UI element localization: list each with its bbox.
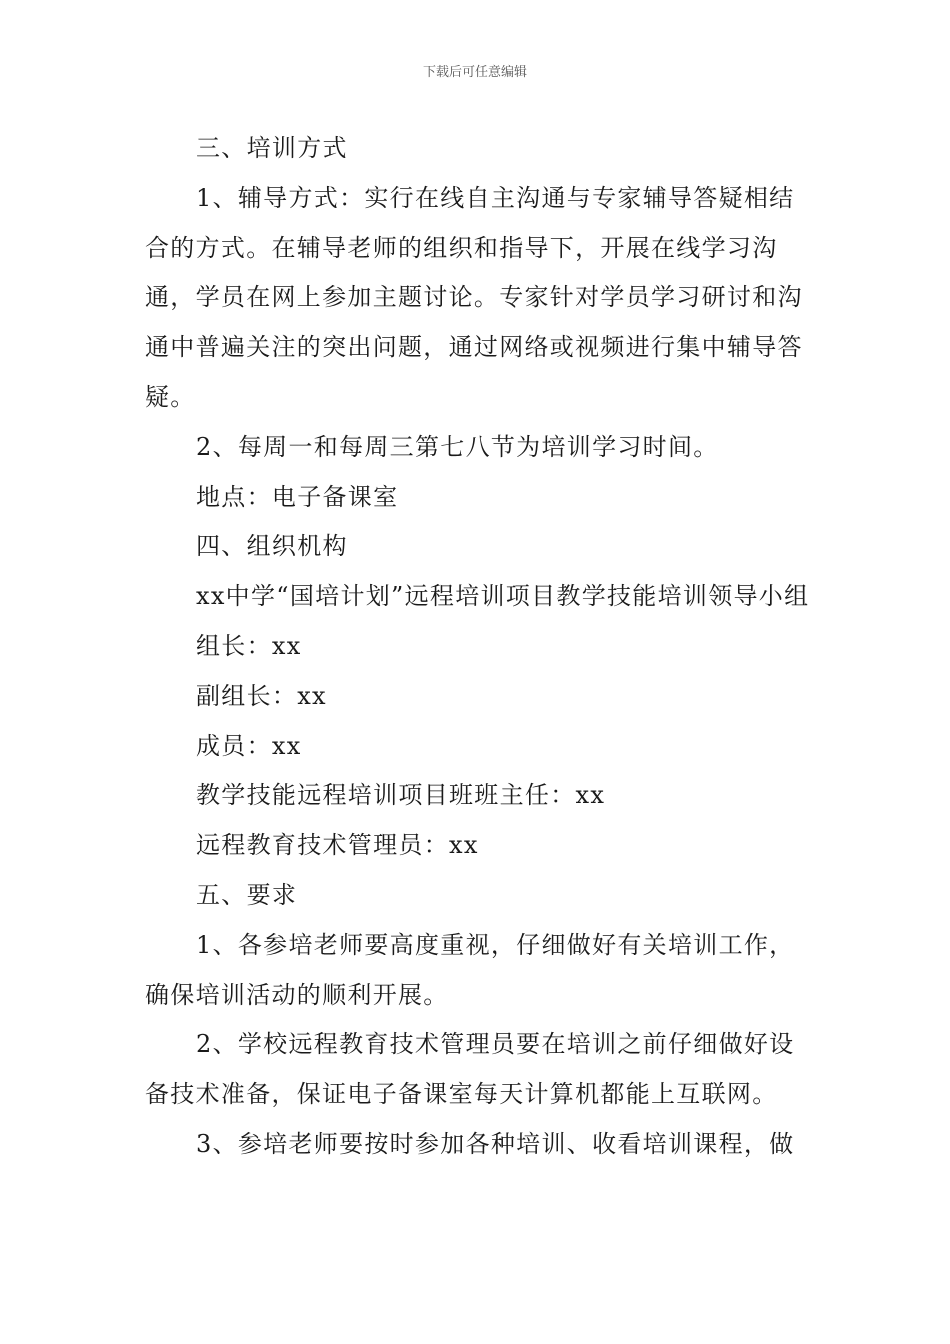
paragraph-requirement-1: 1、各参培老师要高度重视，仔细做好有关培训工作，确保培训活动的顺利开展。 bbox=[145, 930, 795, 1009]
page-header-note: 下载后可任意编辑 bbox=[422, 65, 527, 80]
paragraph-tech-admin: 远程教育技术管理员：xx bbox=[196, 831, 479, 860]
paragraph-requirement-3: 3、参培老师要按时参加各种培训、收看培训课程，做 bbox=[196, 1129, 795, 1158]
paragraph-group-leader: 组长：xx bbox=[196, 631, 302, 660]
paragraph-requirement-2: 2、学校远程教育技术管理员要在培训之前仔细做好设备技术准备，保证电子备课室每天计算机都能上互联网。 bbox=[145, 1030, 795, 1109]
paragraph-leadership-group: xx中学“国培计划”远程培训项目教学技能培训领导小组 bbox=[196, 582, 810, 611]
section-heading-requirements: 五、要求 bbox=[196, 880, 298, 909]
paragraph-members: 成员：xx bbox=[196, 731, 302, 760]
section-heading-organization: 四、组织机构 bbox=[196, 532, 348, 561]
paragraph-training-time: 2、每周一和每周三第七八节为培训学习时间。 bbox=[196, 432, 719, 461]
paragraph-class-teacher: 教学技能远程培训项目班班主任：xx bbox=[196, 781, 606, 810]
paragraph-deputy-leader: 副组长：xx bbox=[196, 681, 327, 710]
document-body bbox=[145, 124, 810, 1170]
section-heading-training-method: 三、培训方式 bbox=[196, 134, 348, 162]
paragraph-tutoring-method: 1、辅导方式：实行在线自主沟通与专家辅导答疑相结合的方式。在辅导老师的组织和指导下，开展在线学习沟通，学员在网上参加主题讨论。专家针对学员学习研讨和沟通中普遍关注的突出问题，通过网络或视频进行集中辅导答疑。 bbox=[145, 183, 803, 411]
paragraph-location: 地点：电子备课室 bbox=[196, 482, 399, 511]
